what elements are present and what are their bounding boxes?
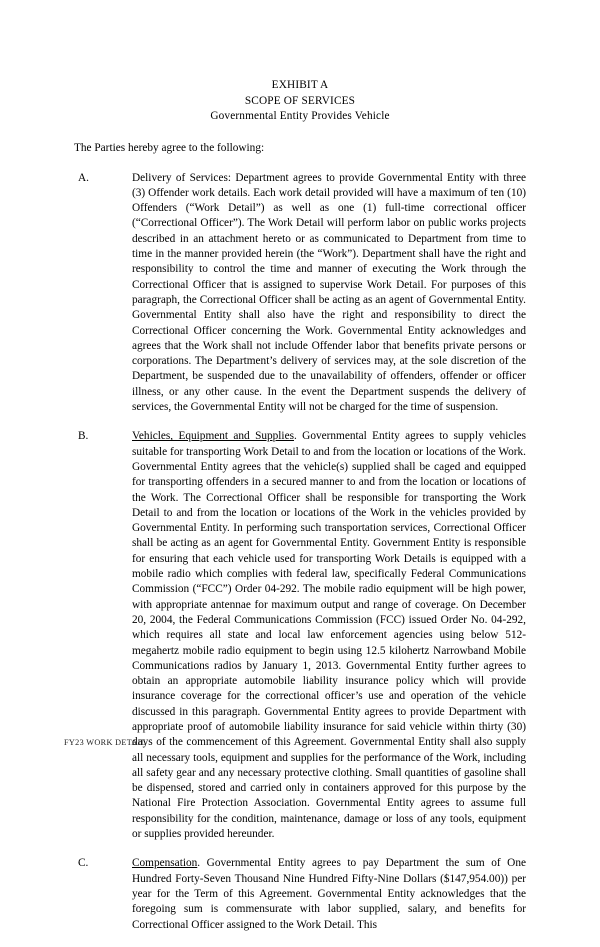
clause-c-heading: Compensation [132,857,198,870]
title-line-subtitle: Governmental Entity Provides Vehicle [210,110,390,122]
clause-a-letter: A. [78,171,89,184]
document-body [74,130,526,947]
clause-b-text: . Governmental Entity agrees to supply vehicles suitable for transporting Work Detail to and from the location or locations of the Work. Governmental Entity agrees that the vehicle(s) supplied shall be caged and equipped for transporting offenders in a secured manner to and from the location or locations of the Work. The Correctional Officer shall be responsible for transporting the Work Detail to and from the location or locations of the Work in the vehicles provided by Governmental Entity. In performing such transportation services, Correctional Officer shall be acting as an agent for Governmental Entity. Government Entity is responsible for ensuring that each vehicle used for transporting Work Details is equipped with a mobile radio which complies with federal law, specifically Federal Communications Commission (“FCC”) Order 04-292. The mobile radio equipment will be high power, with appropriate antennae for maximum output and range of coverage. On December 20, 2004, the Federal Communications Commission (FCC) issued Order No. 04-292, which requires all state and local law enforcement agencies using below 512-megahertz mobile radio equipment to begin using 12.5 kilohertz Narrowband Mobile Communications radios by January 1, 2013. Governmental Entity further agrees to obtain an appropriate automobile liability insurance policy which will provide insurance coverage for the correctional officer’s use and operation of the vehicle discussed in this paragraph. Governmental Entity agrees to provide Department with appropriate proof of automobile liability insurance for said vehicle within thirty (30) days of the commencement of this Agreement. Governmental Entity shall also supply all necessary tools, equipment and supplies for the performance of the Work, including all safety gear and any necessary protective clothing. Small quantities of gasoline shall be dispensed, stored and carried only in containers approved for this purpose by the National Fire Protection Association. Governmental Entity agrees to assume full responsibility for the condition, maintenance, damage or loss of any tools, equipment or supplies provided hereunder. [132,430,526,841]
clause-a-text: Department agrees to provide Governmental Entity with three (3) Offender work details. Each work detail provided will have a maximum of ten (10) Offenders (“Work Detail”) as well as one (1) full-time correctional officer (“Correctional Officer”). The Work Detail will perform labor on public works projects described in an attachment hereto or as communicated to Department from time to time in the manner provided herein (the “Work”). Department shall have the right and responsibility to control the time and manner of executing the Work through the Correctional Officer that is assigned to supervise Work Detail. For purposes of this paragraph, the Correctional Officer shall be acting as an agent of Governmental Entity. Governmental Entity shall also have the right and responsibility to direct the Correctional Officer concerning the Work. Governmental Entity acknowledges and agrees that the Work shall not include Offender labor that benefits private persons or corporations. The Department’s delivery of services may, at the sole discretion of the Department, be suspended due to the unavailability of offenders, offender or officer illness, or any other cause. In the event the Department suspends the delivery of services, the Governmental Entity will not be charged for the time of suspension. [132,171,526,414]
title-line-exhibit: EXHIBIT A [271,79,329,91]
clause-b-heading: Vehicles, Equipment and Supplies [132,430,294,443]
clause-c [74,856,526,932]
clause-a [74,171,526,416]
clause-c-body [132,856,526,932]
intro-paragraph: The Parties hereby agree to the following: [74,142,265,155]
clause-c-letter: C. [78,857,89,870]
clause-b [74,429,526,842]
page-footer: FY23 WORK DETAIL [64,738,147,747]
clause-b-body [132,429,526,842]
clause-a-body [132,171,526,416]
document-title-block [0,78,600,125]
title-line-scope: SCOPE OF SERVICES [244,94,356,107]
clause-a-heading: Delivery of Services: [132,171,231,184]
clause-b-letter: B. [78,430,89,443]
clause-c-text: . Governmental Entity agrees to pay Department the sum of One Hundred Forty-Seven Thousand Nine Hundred Fifty-Nine Dollars ($147,954.00)) per year for the Term of this Agreement. Governmental Entity acknowledges that the foregoing sum is commensurate with labor supplied, salary, and benefits for Correctional Officer assigned to the Work Detail. This [132,857,526,931]
